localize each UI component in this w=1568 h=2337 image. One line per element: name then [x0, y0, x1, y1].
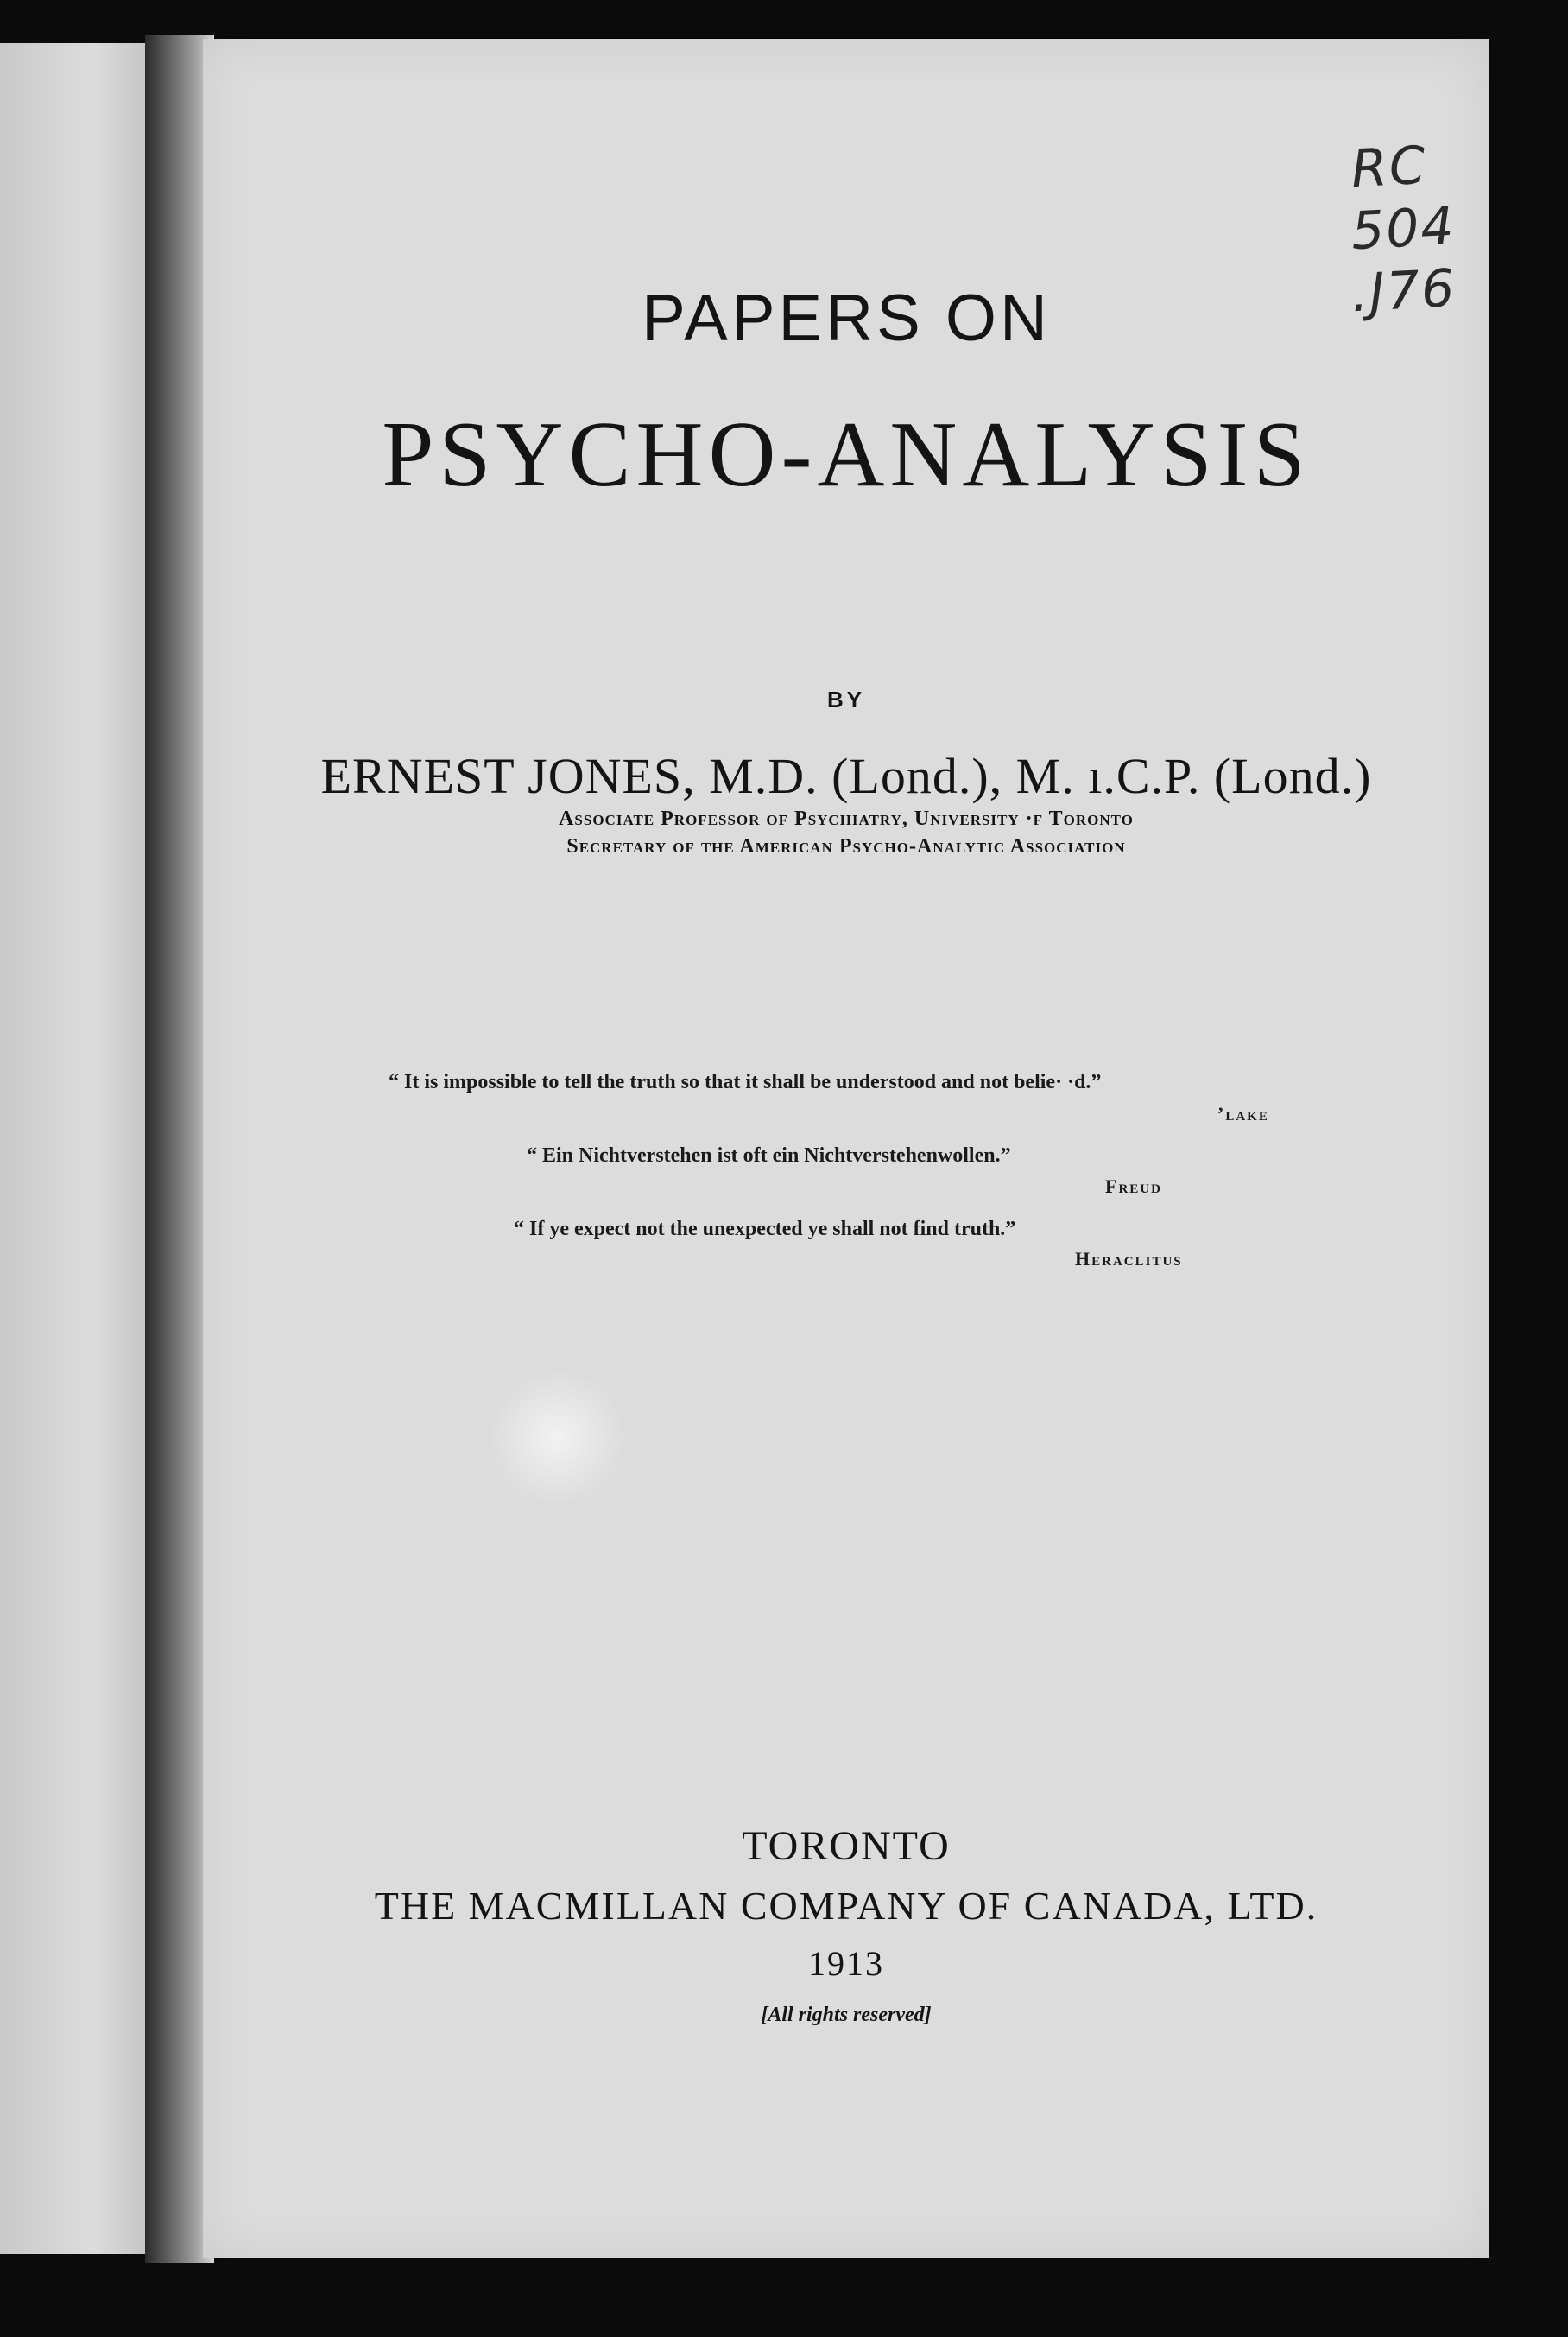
call-number-line: 504	[1350, 195, 1457, 263]
epigraph-attribution: ’lake	[1217, 1103, 1269, 1124]
rights-notice: [All rights reserved]	[761, 2004, 932, 2026]
imprint-place: TORONTO	[742, 1823, 951, 1869]
title-line-2: PSYCHO-ANALYSIS	[382, 403, 1311, 506]
author-role: Secretary of the American Psycho-Analytic Association	[566, 835, 1126, 858]
imprint-publisher: THE MACMILLAN COMPANY OF CANADA, LTD.	[374, 1884, 1318, 1928]
epigraph-quote: “ Ein Nichtverstehen ist oft ein Nichtverstehenwollen.”	[527, 1144, 1011, 1167]
call-number-line: .J76	[1350, 257, 1457, 325]
author-role: Associate Professor of Psychiatry, University ·f Toronto	[559, 808, 1134, 830]
title-line-1: PAPERS ON	[642, 282, 1051, 355]
by-label: BY	[826, 687, 866, 712]
facing-page	[0, 43, 155, 2254]
call-number-line: RC	[1350, 135, 1429, 200]
title-page	[203, 39, 1489, 2258]
imprint-year: 1913	[808, 1944, 884, 1983]
paper-stain	[484, 1373, 630, 1503]
epigraph-attribution: Freud	[1105, 1175, 1162, 1197]
epigraph-quote: “ If ye expect not the unexpected ye shall not find truth.”	[514, 1218, 1016, 1240]
author-name: ERNEST JONES, M.D. (Lond.), M. ı.C.P. (Lond.)	[320, 748, 1372, 804]
epigraph-attribution: Heraclitus	[1075, 1248, 1183, 1270]
epigraph-quote: “ It is impossible to tell the truth so that it shall be understood and not belie· ·d.”	[389, 1071, 1102, 1093]
